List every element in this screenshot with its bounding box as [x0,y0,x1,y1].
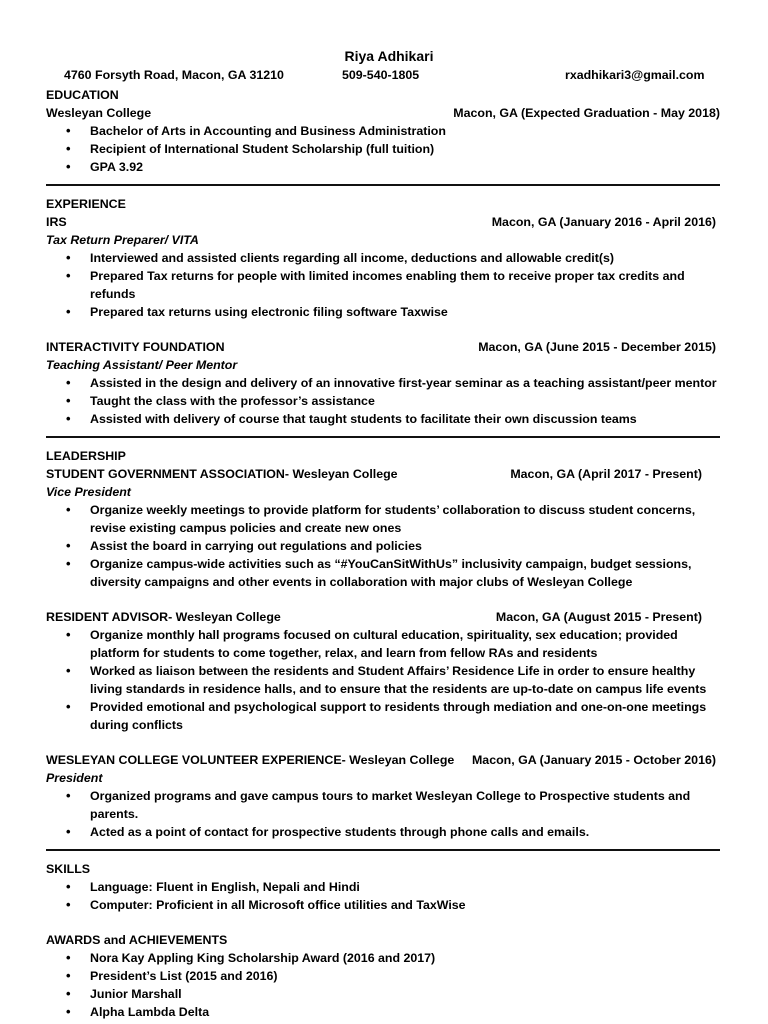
education-bullets [46,122,720,176]
education-section [46,86,720,176]
list-item: • Prepared Tax returns for people with limited incomes enabling them to receive proper tax credits and refunds [90,267,720,303]
school-location: Macon, GA (Expected Graduation - May 2018) [453,106,720,120]
list-item: • Acted as a point of contact for prospective students through phone calls and emails. [90,823,720,841]
section-divider [46,436,720,438]
list-item: • Organize monthly hall programs focused on cultural education, spirituality, sex education; provided platform for students to come together, relax, and learn from fellow RAs and residents [90,626,720,662]
job-org: IRS [46,215,67,229]
leadership-org: RESIDENT ADVISOR- Wesleyan College [46,610,281,624]
job-location: Macon, GA (January 2016 - April 2016) [491,215,716,229]
awards-bullets [46,949,720,1021]
leadership-role: Vice President [46,485,131,499]
section-title: EXPERIENCE [46,197,126,211]
list-item: • Alpha Lambda Delta [90,1003,720,1021]
section-divider [46,849,720,851]
section-title: LEADERSHIP [46,449,126,463]
list-item: • President’s List (2015 and 2016) [90,967,720,985]
education-row [46,104,720,122]
job-org: INTERACTIVITY FOUNDATION [46,340,225,354]
contact-line [46,66,720,86]
list-item: • Taught the class with the professor’s assistance [90,392,720,410]
leadership-bullets [46,787,720,841]
list-item: • Organized programs and gave campus tours to market Wesleyan College to Prospective students and parents. [90,787,720,823]
list-item: • Computer: Proficient in all Microsoft office utilities and TaxWise [90,896,720,914]
section-divider [46,184,720,186]
leadership-bullets [46,626,720,734]
list-item: • Organize weekly meetings to provide platform for students’ collaboration to discuss student concerns, revise existing campus policies and create new ones [90,501,720,537]
list-item: • Assisted in the design and delivery of an innovative first-year seminar as a teaching assistant/peer mentor [90,374,720,392]
leadership-org: WESLEYAN COLLEGE VOLUNTEER EXPERIENCE- Wesleyan College [46,753,455,767]
list-item: • Organize campus-wide activities such as “#YouCanSitWithUs” inclusivity campaign, budget sessions, diversity campaigns and other events in collaboration with major clubs of Wesleyan College [90,555,720,591]
leadership-location: Macon, GA (January 2015 - October 2016) [471,753,716,767]
phone: 509-540-1805 [342,68,420,82]
skills-bullets [46,878,720,914]
candidate-name: Riya Adhikari [344,48,434,64]
school-name: Wesleyan College [46,106,152,120]
awards-section [46,931,720,1021]
address: 4760 Forsyth Road, Macon, GA 31210 [64,68,284,82]
leadership-row [46,608,702,626]
list-item: • Bachelor of Arts in Accounting and Business Administration [90,122,720,140]
list-item: • Recipient of International Student Scholarship (full tuition) [90,140,720,158]
job-bullets [46,374,720,428]
list-item: • Prepared tax returns using electronic filing software Taxwise [90,303,720,321]
leadership-role: President [46,771,103,785]
job-location: Macon, GA (June 2015 - December 2015) [478,340,716,354]
job-role: Tax Return Preparer/ VITA [46,233,199,247]
leadership-row [46,751,716,769]
section-title: SKILLS [46,862,91,876]
job-row [46,338,716,356]
list-item: • Interviewed and assisted clients regarding all income, deductions and allowable credit(s) [90,249,720,267]
list-item: • Worked as liaison between the residents and Student Affairs’ Residence Life in order to ensure healthy living standards in residence halls, and to ensure that the residents are up-to-date on campus life events [90,662,720,698]
list-item: • GPA 3.92 [90,158,720,176]
job-bullets [46,249,720,321]
email: rxadhikari3@gmail.com [565,68,705,82]
leadership-location: Macon, GA (August 2015 - Present) [495,610,702,624]
list-item: • Language: Fluent in English, Nepali and Hindi [90,878,720,896]
section-title: AWARDS and ACHIEVEMENTS [46,933,228,947]
job-role: Teaching Assistant/ Peer Mentor [46,358,238,372]
leadership-org: STUDENT GOVERNMENT ASSOCIATION- Wesleyan College [46,467,398,481]
list-item: • Nora Kay Appling King Scholarship Award (2016 and 2017) [90,949,720,967]
leadership-row [46,465,702,483]
section-title: EDUCATION [46,88,119,102]
list-item: • Assisted with delivery of course that taught students to facilitate their own discussion teams [90,410,720,428]
skills-section [46,860,720,914]
leadership-section [46,447,720,841]
job-row [46,213,716,231]
list-item: • Provided emotional and psychological support to residents through mediation and one-on-one meetings during conflicts [90,698,720,734]
list-item: • Junior Marshall [90,985,720,1003]
list-item: • Assist the board in carrying out regulations and policies [90,537,720,555]
experience-section [46,195,720,428]
leadership-bullets [46,501,720,591]
leadership-location: Macon, GA (April 2017 - Present) [510,467,702,481]
